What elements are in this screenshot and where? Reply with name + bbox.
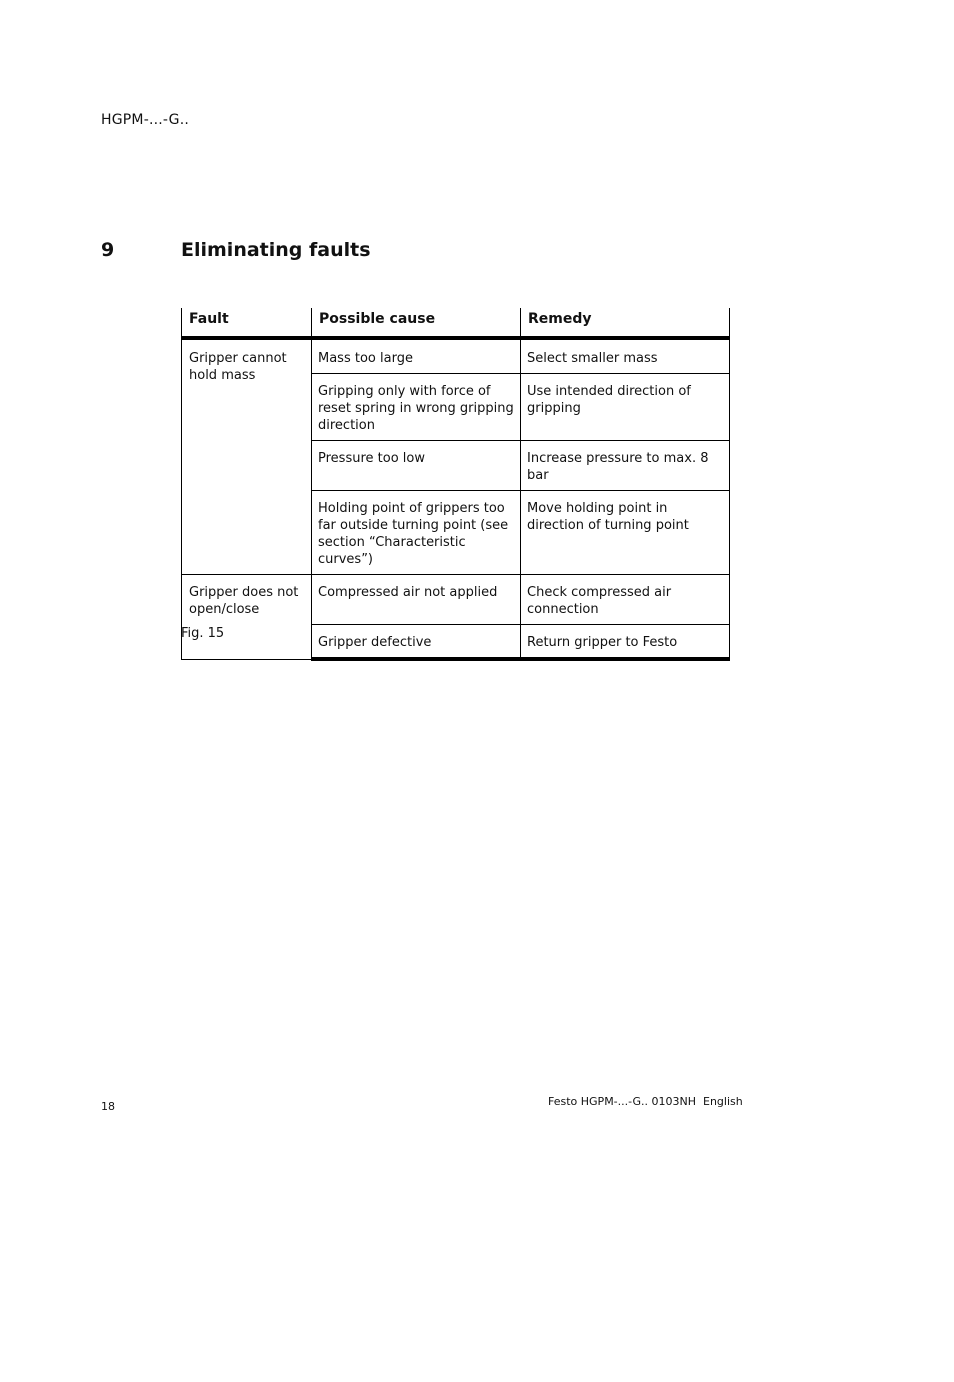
cause-cell: Gripper defective <box>312 625 521 660</box>
table-row <box>182 338 730 374</box>
cause-cell: Gripping only with force of reset spring in wrong gripping direction <box>312 374 521 441</box>
fault-cell: Gripper cannot hold mass <box>182 338 312 575</box>
fault-cell: Gripper does not open/close <box>182 575 312 660</box>
section-number: 9 <box>101 239 115 261</box>
cause-cell: Holding point of grippers too far outside turning point (see section “Characteristic curves”) <box>312 491 521 575</box>
remedy-cell: Move holding point in direction of turning point <box>521 491 730 575</box>
fault-table <box>181 308 730 661</box>
table-header-row <box>182 308 730 338</box>
remedy-cell: Use intended direction of gripping <box>521 374 730 441</box>
table-row <box>182 575 730 625</box>
remedy-cell: Select smaller mass <box>521 338 730 374</box>
footer-document-info: Festo HGPM-...-G.. 0103NH English <box>548 1095 743 1108</box>
remedy-cell: Check compressed air connection <box>521 575 730 625</box>
column-header-fault: Fault <box>182 308 312 338</box>
figure-caption: Fig. 15 <box>181 626 225 641</box>
cause-cell: Compressed air not applied <box>312 575 521 625</box>
cause-cell: Mass too large <box>312 338 521 374</box>
remedy-cell: Increase pressure to max. 8 bar <box>521 441 730 491</box>
header-product-code: HGPM-...-G.. <box>101 112 190 128</box>
column-header-remedy: Remedy <box>521 308 730 338</box>
page-number: 18 <box>101 1100 115 1113</box>
column-header-possible-cause: Possible cause <box>312 308 521 338</box>
remedy-cell: Return gripper to Festo <box>521 625 730 660</box>
section-title: Eliminating faults <box>181 239 371 261</box>
cause-cell: Pressure too low <box>312 441 521 491</box>
